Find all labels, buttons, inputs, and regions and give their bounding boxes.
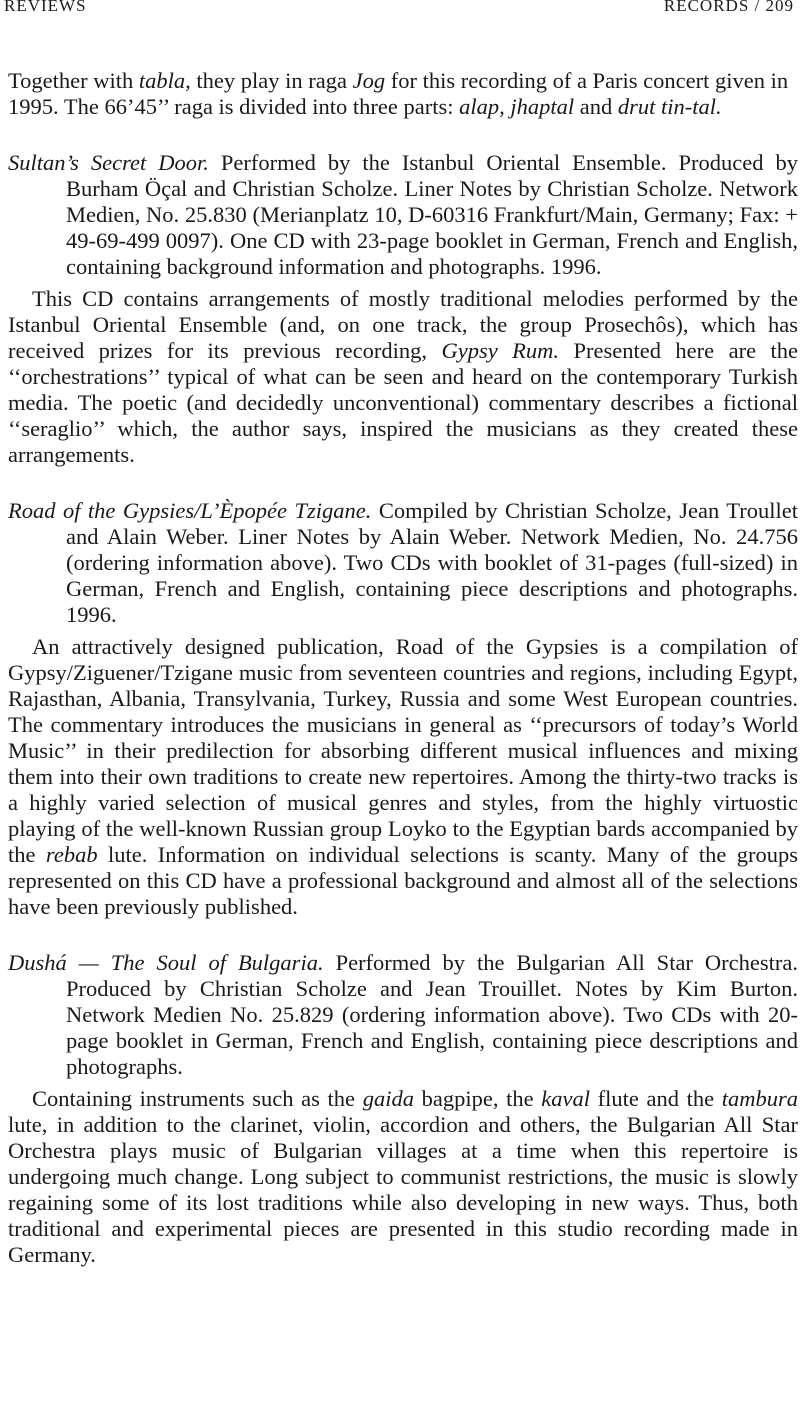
review-entry bbox=[8, 150, 798, 280]
italic-term: Gypsy Rum. bbox=[441, 338, 560, 363]
page-body bbox=[8, 68, 798, 1268]
text-run: An attractively designed publication, Road of the Gypsies is a compilation of Gypsy/Ziguener/Tzigane music from seventeen countries and regions, including Egypt, Rajasthan, Albania, Transylvania, Turkey, Russia and some West European countries. The commentary introduces the musicians in general as ‘‘precursors of today’s World Music’’ in their predilection for absorbing different musical influences and mixing them into their own traditions to create new repertoires. Among the thirty-two tracks is a highly varied selection of musical genres and styles, from the highly virtuostic playing of the well-known Russian group Loyko to the Egyptian bards accompanied by the bbox=[8, 634, 798, 867]
text-run: This CD contains arrangements of mostly traditional melodies performed by the Istanbul Oriental Ensemble (and, on one track, the group Prosechôs), which has received prizes for its previous recording, bbox=[8, 286, 798, 363]
review-body bbox=[8, 286, 798, 468]
text-run: Together with bbox=[8, 68, 139, 93]
text-run: lute, in addition to the clarinet, violin, accordion and others, the Bulgarian All Star Orchestra plays music of Bulgarian villages at a time when this repertoire is undergoing much change. Long subject to communist restrictions, the music is slowly regaining some of its lost traditions while also developing in new ways. Thus, both traditional and experimental pieces are presented in this studio recording made in Germany. bbox=[8, 1112, 798, 1267]
text-run: lute. Information on individual selections is scanty. Many of the groups represented on this CD have a professional background and almost all of the selections have been previously published. bbox=[8, 842, 798, 919]
review-title: Sultan’s Secret Door. bbox=[8, 150, 209, 175]
review-details: Compiled by Christian Scholze, Jean Troullet and Alain Weber. Liner Notes by Alain Weber. Network Medien, No. 24.756 (ordering information above). Two CDs with booklet of 31-pages (full-sized) in German, French and English, containing piece descriptions and photographs. 1996. bbox=[66, 498, 798, 627]
review-dusha-soul-of-bulgaria bbox=[8, 950, 798, 1268]
running-header bbox=[0, 0, 794, 22]
italic-term: drut tin-tal. bbox=[617, 94, 722, 119]
review-entry bbox=[8, 498, 798, 628]
text-run: flute and the bbox=[589, 1086, 722, 1111]
review-title: Road of the Gypsies/L’Èpopée Tzigane. bbox=[8, 498, 372, 523]
text-run: bagpipe, the bbox=[413, 1086, 542, 1111]
header-section: REVIEWS bbox=[4, 0, 87, 15]
lead-text bbox=[8, 68, 798, 120]
review-entry bbox=[8, 950, 798, 1080]
review-body bbox=[8, 1086, 798, 1268]
text-run: and bbox=[574, 94, 618, 119]
review-details: Performed by the Bulgarian All Star Orchestra. Produced by Christian Scholze and Jean Trouillet. Notes by Kim Burton. Network Medien No. 25.829 (ordering information above). Two CDs with 20-page booklet in German, French and English, containing piece descriptions and photographs. bbox=[66, 950, 798, 1079]
review-sultans-secret-door bbox=[8, 150, 798, 468]
italic-term: gaida bbox=[362, 1086, 414, 1111]
italic-term: tabla, bbox=[138, 68, 191, 93]
italic-term: rebab bbox=[45, 842, 98, 867]
text-run: for this recording of a Paris concert given in 1995. The 66’45’’ raga is divided into three parts: bbox=[8, 68, 789, 119]
review-details: Performed by the Istanbul Oriental Ensemble. Produced by Burham Öçal and Christian Scholze. Liner Notes by Christian Scholze. Network Medien, No. 25.830 (Merianplatz 10, D-60316 Frankfurt/Main, Germany; Fax: + 49-69-499 0097). One CD with 23-page booklet in German, French and English, containing background information and photographs. 1996. bbox=[66, 150, 798, 279]
text-run: they play in raga bbox=[190, 68, 353, 93]
text-run: Presented here are the ‘‘orchestrations’’ typical of what can be seen and heard on the contemporary Turkish media. The poetic (and decidedly unconventional) commentary describes a fictional ‘‘seraglio’’ which, the author says, inspired the musicians as they created these arrangements. bbox=[8, 338, 798, 467]
review-road-of-the-gypsies bbox=[8, 498, 798, 920]
header-page-number: RECORDS / 209 bbox=[663, 0, 794, 15]
review-body bbox=[8, 634, 798, 920]
italic-term: Jog bbox=[352, 68, 386, 93]
italic-term: kaval bbox=[541, 1086, 590, 1111]
italic-term: tambura bbox=[721, 1086, 798, 1111]
text-run: Containing instruments such as the bbox=[32, 1086, 363, 1111]
review-title: Dushá — The Soul of Bulgaria. bbox=[8, 950, 324, 975]
lead-paragraph bbox=[8, 68, 798, 120]
italic-term: alap, jhaptal bbox=[459, 94, 575, 119]
